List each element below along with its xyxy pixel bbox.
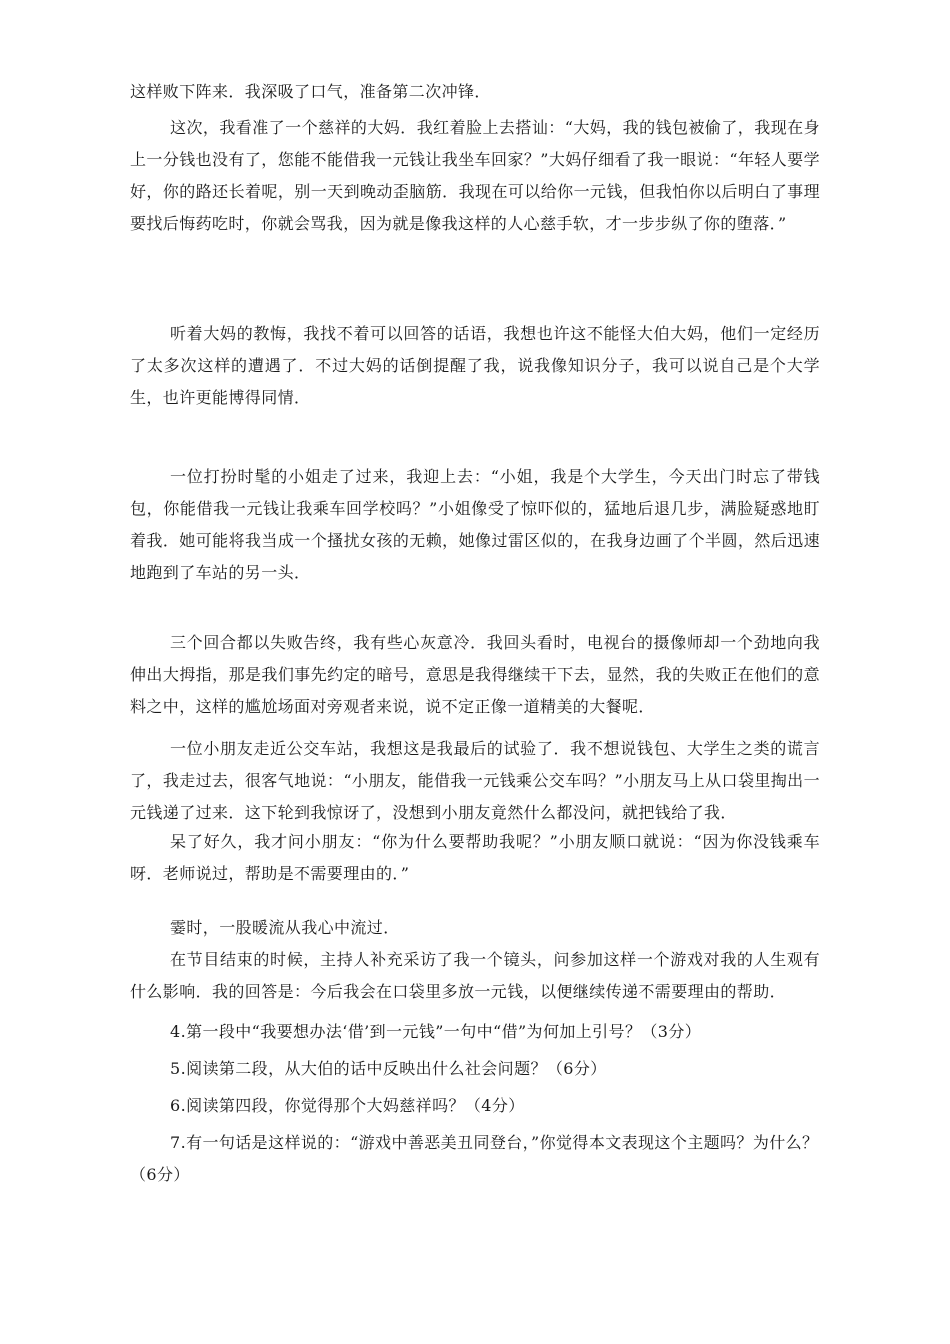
question-6: 6.阅读第四段，你觉得那个大妈慈祥吗？（4分） <box>170 1096 525 1115</box>
paragraph-6: 一位小朋友走近公交车站，我想这是我最后的试验了．我不想说钱包、大学生之类的谎言了，我走过去，很客气地说：“小朋友，能借我一元钱乘公交车吗？”小朋友马上从口袋里掏出一元钱递了过来．这下轮到我惊讶了，没想到小朋友竟然什么都没问，就把钱给了我． <box>130 739 820 822</box>
paragraph-7: 呆了好久，我才问小朋友：“你为什么要帮助我呢？”小朋友顺口就说：“因为你没钱乘车呀．老师说过，帮助是不需要理由的．” <box>130 832 820 883</box>
question-5: 5.阅读第二段，从大伯的话中反映出什么社会问题？（6分） <box>170 1059 607 1078</box>
paragraph-5: 三个回合都以失败告终，我有些心灰意冷．我回头看时，电视台的摄像师却一个劲地向我伸出大拇指，那是我们事先约定的暗号，意思是我得继续干下去，显然，我的失败正在他们的意料之中，这样的尴尬场面对旁观者来说，说不定正像一道精美的大餐呢． <box>130 633 820 716</box>
paragraph-8: 霎时，一股暖流从我心中流过． <box>170 918 400 937</box>
question-7: 7.有一句话是这样说的：“游戏中善恶美丑同登台，”你觉得本文表现这个主题吗？为什么？（6分） <box>130 1133 819 1184</box>
paragraph-2: 这次，我看准了一个慈祥的大妈．我红着脸上去搭讪：“大妈，我的钱包被偷了，我现在身上一分钱也没有了，您能不能借我一元钱让我坐车回家？”大妈仔细看了我一眼说：“年轻人要学好，你的路还长着呢，别一天到晚动歪脑筋．我现在可以给你一元钱，但我怕你以后明白了事理要找后悔药吃时，你就会骂我，因为就是像我这样的人心慈手软，才一步步纵了你的堕落．” <box>130 118 820 233</box>
question-4: 4.第一段中“我要想办法‘借’到一元钱”一句中“借”为何加上引号？（3分） <box>170 1022 702 1041</box>
paragraph-9: 在节目结束的时候，主持人补充采访了我一个镜头，问参加这样一个游戏对我的人生观有什么影响．我的回答是：今后我会在口袋里多放一元钱，以便继续传递不需要理由的帮助． <box>130 950 820 1001</box>
paragraph-3: 听着大妈的教悔，我找不着可以回答的话语，我想也许这不能怪大伯大妈，他们一定经历了太多次这样的遭遇了．不过大妈的话倒提醒了我，说我像知识分子，我可以说自己是个大学生，也许更能博得同情． <box>130 324 820 407</box>
paragraph-1: 这样败下阵来．我深吸了口气，准备第二次冲锋． <box>130 82 491 101</box>
paragraph-4: 一位打扮时髦的小姐走了过来，我迎上去：“小姐，我是个大学生，今天出门时忘了带钱包，你能借我一元钱让我乘车回学校吗？”小姐像受了惊吓似的，猛地后退几步，满脸疑惑地盯着我．她可能将我当成一个搔扰女孩的无赖，她像过雷区似的，在我身边画了个半圆，然后迅速地跑到了车站的另一头． <box>130 467 820 582</box>
